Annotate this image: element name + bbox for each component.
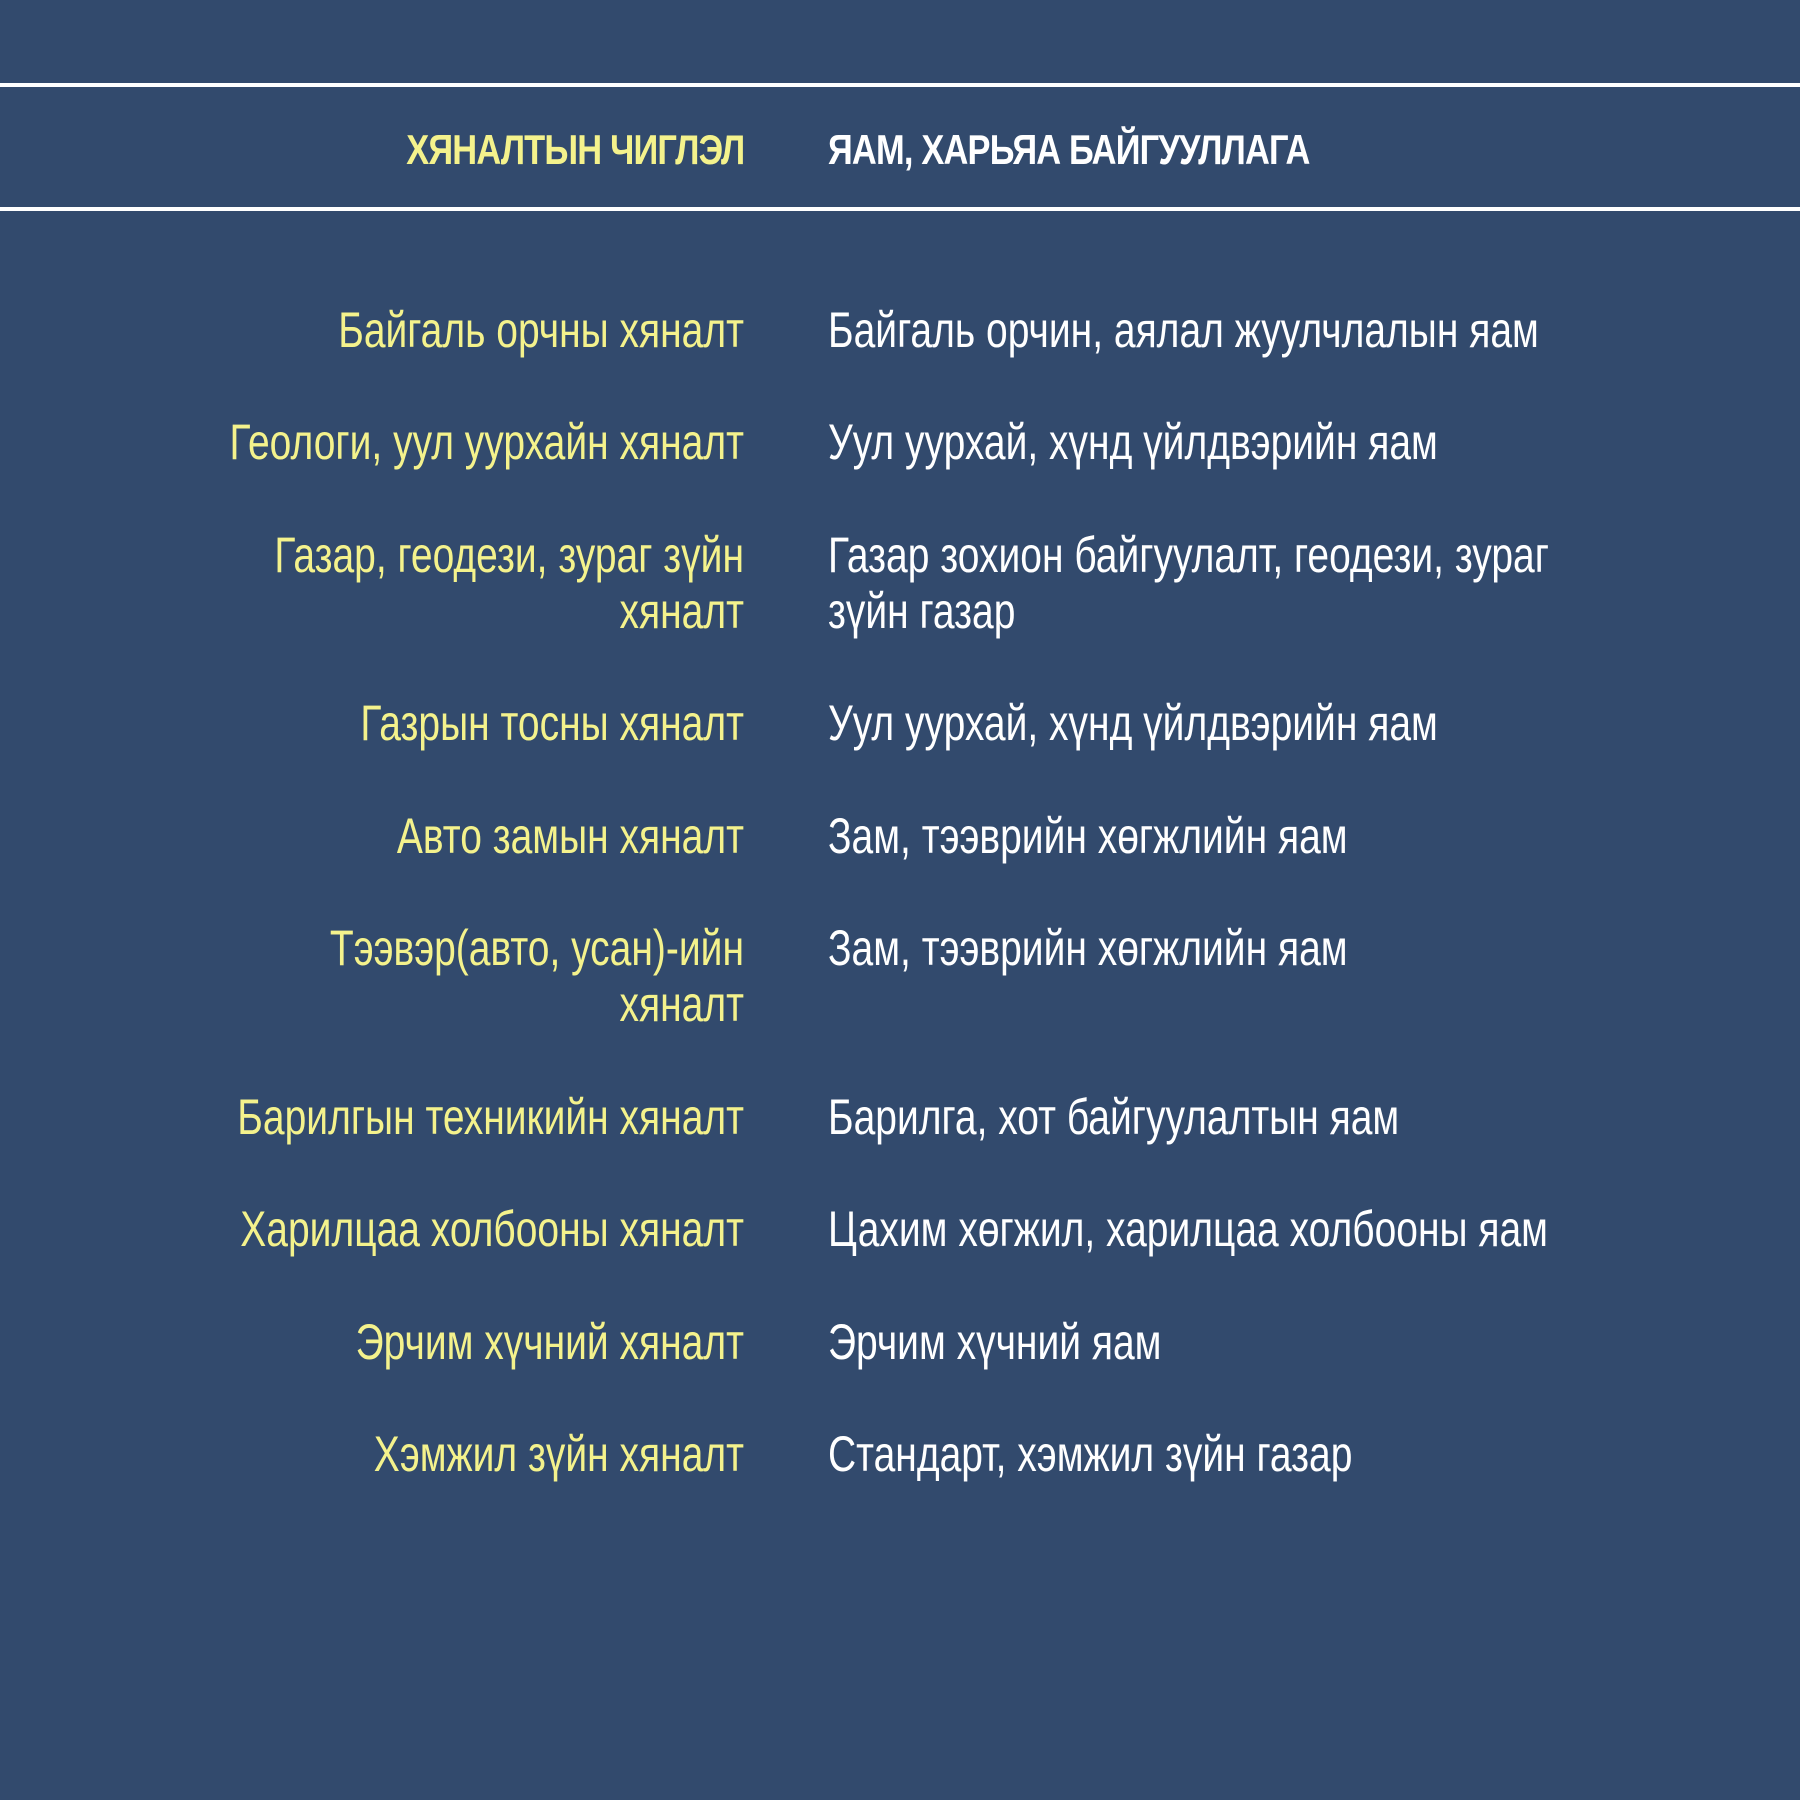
ministry-name: Уул уурхай, хүнд үйлдвэрийн яам — [828, 414, 1438, 470]
inspection-direction: Газар, геодези, зураг зүйн хяналт — [274, 527, 744, 639]
inspection-direction: Байгаль орчны хяналт — [338, 302, 744, 358]
ministry-name: Цахим хөгжил, харилцаа холбооны яам — [828, 1201, 1548, 1257]
inspection-direction: Геологи, уул уурхайн хяналт — [229, 414, 744, 470]
ministry-name: Зам, тээврийн хөгжлийн яам — [828, 808, 1348, 864]
ministry-name: Зам, тээврийн хөгжлийн яам — [828, 920, 1348, 976]
header-bottom-divider — [0, 207, 1800, 211]
inspection-direction: Тээвэр(авто, усан)-ийн хяналт — [329, 920, 744, 1032]
column-header-ministry: ЯАМ, ХАРЬЯА БАЙГУУЛЛАГА — [828, 126, 1310, 173]
inspection-direction: Барилгын техникийн хяналт — [237, 1089, 744, 1145]
ministry-name: Стандарт, хэмжил зүйн газар — [828, 1426, 1353, 1482]
ministry-name: Газар зохион байгуулалт, геодези, зураг зүйн газар — [828, 527, 1549, 639]
column-header-direction: ХЯНАЛТЫН ЧИГЛЭЛ — [405, 126, 744, 173]
inspection-direction: Хэмжил зүйн хяналт — [373, 1426, 744, 1482]
inspection-direction: Харилцаа холбооны хяналт — [240, 1201, 744, 1257]
ministry-name: Уул уурхай, хүнд үйлдвэрийн яам — [828, 695, 1438, 751]
ministry-name: Эрчим хүчний яам — [828, 1314, 1162, 1370]
header-top-divider — [0, 83, 1800, 87]
inspection-direction: Авто замын хяналт — [396, 808, 744, 864]
ministry-name: Барилга, хот байгуулалтын яам — [828, 1089, 1400, 1145]
inspection-direction: Эрчим хүчний хяналт — [355, 1314, 744, 1370]
ministry-name: Байгаль орчин, аялал жуулчлалын яам — [828, 302, 1539, 358]
inspection-direction: Газрын тосны хяналт — [360, 695, 744, 751]
